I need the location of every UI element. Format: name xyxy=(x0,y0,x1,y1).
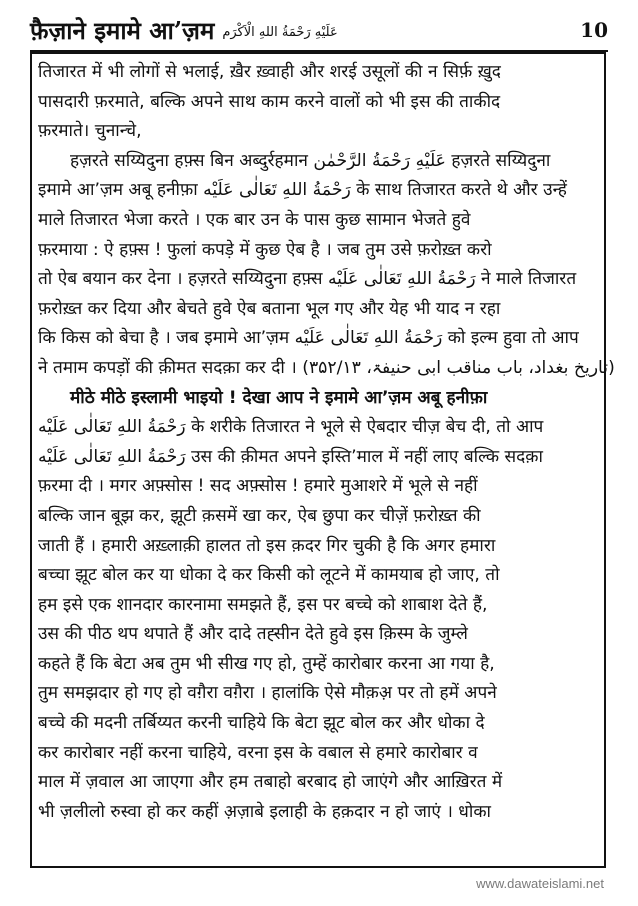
page-header xyxy=(30,10,608,52)
text-line-18: बच्चा झूट बोल कर या धोका दे कर किसी को लूटने में कामयाब हो जाए, तो xyxy=(38,565,500,586)
page-number: 10 xyxy=(580,18,608,42)
text-line-13: رَحْمَةُ اللهِ تَعَالٰی عَلَيْه के शरीके तिजारत ने भूले से ऐबदार चीज़ बेच दी, तो आप xyxy=(38,417,544,438)
book-title-text: फ़ैज़ाने इमामे आ’ज़म xyxy=(30,15,215,45)
text-line-1: तिजारत में भी लोगों से भलाई, ख़ैर ख़्वाही और शरई उसूलों की न सिर्फ़ ख़ुद xyxy=(38,62,501,82)
text-line-7: फ़रमाया : ऐ हफ़्स ! फुलां कपड़े में कुछ ऐब है । जब तुम उसे फ़रोख़्त करो xyxy=(38,239,492,260)
text-line-25: माल में ज़वाल आ जाएगा और हम तबाहो बरबाद हो जाएंगे और आख़िरत में xyxy=(38,772,503,793)
book-title xyxy=(30,14,338,47)
text-line-22: तुम समझदार हो गए हो वग़ैरा वग़ैरा । हालांकि ऐसे मौक़अ़ पर तो हमें अपने xyxy=(38,683,497,704)
text-line-17: जाती हैं । हमारी अख़्लाक़ी हालत तो इस क़दर गिर चुकी है कि अगर हमारा xyxy=(38,535,496,556)
text-line-3: फ़रमाते। चुनान्चे, xyxy=(38,121,142,142)
text-line-11: ने तमाम कपड़ों की क़ीमत सदक़ा कर दी । (تاریخ بغداد، باب مناقب ابی حنیفۃ، ۳۵۲/۱۳) xyxy=(38,357,615,378)
text-line-19: हम इसे एक शानदार कारनामा समझते हैं, इस पर बच्चे को शाबाश देते हैं, xyxy=(38,594,488,615)
text-line-14: رَحْمَةُ اللهِ تَعَالٰی عَلَيْه उस की क़ीमत अपने इस्ति’माल में नहीं लाए बल्कि सदक़ा xyxy=(38,446,543,467)
text-line-15: फ़रमा दी । मगर अफ़्सोस ! सद अफ़्सोस ! हमारे मुआशरे में भूले से नहीं xyxy=(38,476,478,497)
text-line-10: कि किस को बेचा है । जब इमामे आ’ज़म رَحْمَةُ اللهِ تَعَالٰی عَلَيْه को इल्म हुवा तो आप xyxy=(38,328,579,349)
text-line-24: कर कारोबार नहीं करना चाहिये, वरना इस के वबाल से हमारे कारोबार व xyxy=(38,742,478,763)
text-line-5: इमामे आ’ज़म अबू हनीफ़ा رَحْمَةُ اللهِ تَعَالٰی عَلَيْه के साथ तिजारत करते थे और उन्हें xyxy=(38,180,567,201)
text-line-20: उस की पीठ थप थपाते हैं और दादे तह्सीन देते हुवे इस क़िस्म के जुम्ले xyxy=(38,624,468,645)
text-line-12: मीठे मीठे इस्लामी भाइयो ! देखा आप ने इमामे आ’ज़म अबू हनीफ़ा xyxy=(70,387,488,408)
text-line-2: पासदारी फ़रमाते, बल्कि अपने साथ काम करने वालों को भी इस की ताकीद xyxy=(38,91,501,112)
text-line-8: तो ऐब बयान कर देना । हज़रते सय्यिदुना हफ़्स رَحْمَةُ اللهِ تَعَالٰی عَلَيْه ने माले तिजारत xyxy=(38,269,577,290)
website-url: www.dawateislami.net xyxy=(476,876,604,891)
text-line-16: बल्कि जान बूझ कर, झूटी क़समें खा कर, ऐब छुपा कर चीज़ें फ़रोख़्त की xyxy=(38,505,481,526)
text-line-6: माले तिजारत भेजा करते । एक बार उन के पास कुछ सामान भेजते हुवे xyxy=(38,209,471,230)
text-line-23: बच्चे की मदनी तर्बिय्यत करनी चाहिये कि बेटा झूट बोल कर और धोका दे xyxy=(38,713,485,734)
text-line-4: हज़रते सय्यिदुना हफ़्स बिन अब्दुर्रहमान عَلَيْهِ رَحْمَةُ الرَّحْمٰن हज़रते सय्यिदुना xyxy=(70,150,551,171)
text-line-9: फ़रोख़्त कर दिया और बेचते हुवे ऐब बताना भूल गए और येह भी याद न रहा xyxy=(38,298,501,319)
text-line-26: भी ज़लीलो रुस्वा हो कर कहीं अ़ज़ाबे इलाही के हक़दार न हो जाएं । धोका xyxy=(38,801,491,822)
arabic-honorific: عَلَيْهِ رَحْمَةُ اللهِ الْاَكْرَم xyxy=(222,24,338,40)
body-text xyxy=(38,58,615,827)
text-line-21: कहते हैं कि बेटा अब तुम भी सीख गए हो, तुम्हें कारोबार करना आ गया है, xyxy=(38,653,495,674)
